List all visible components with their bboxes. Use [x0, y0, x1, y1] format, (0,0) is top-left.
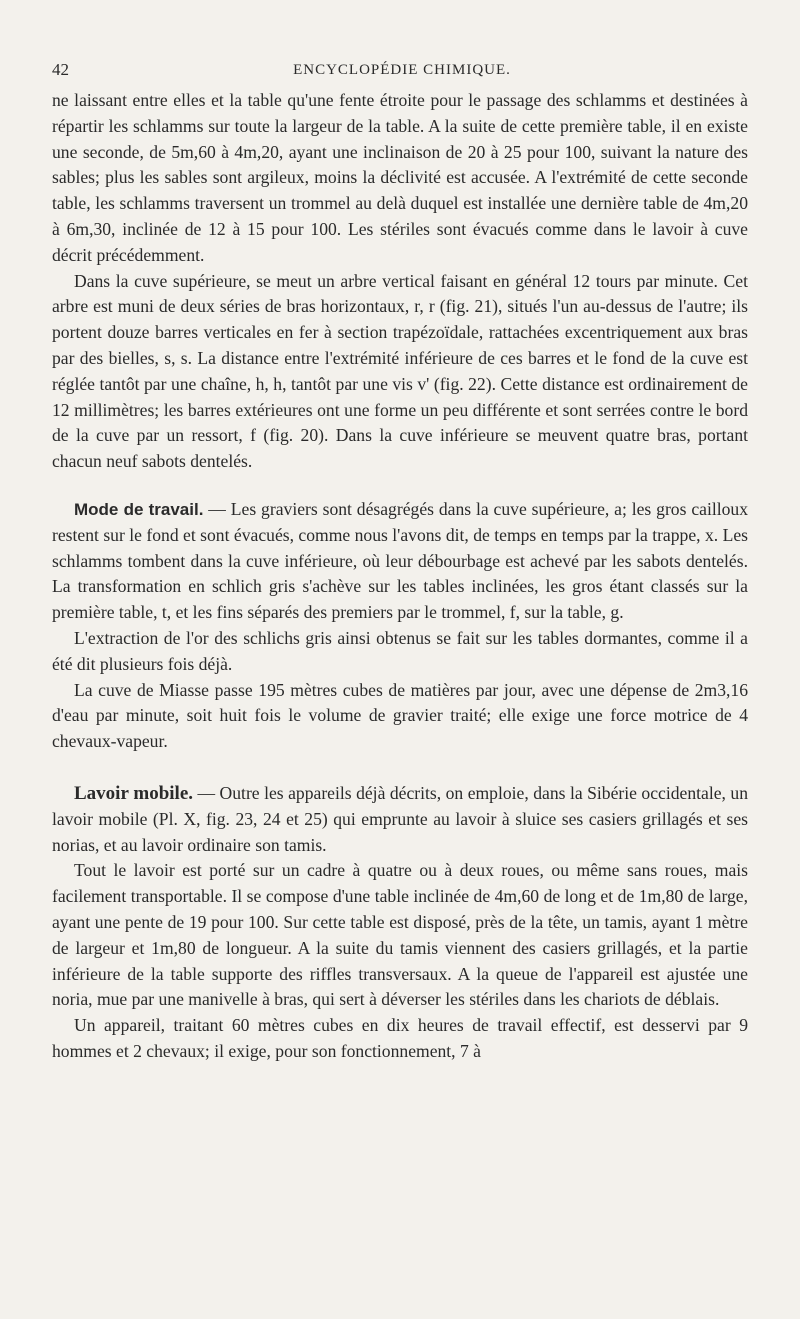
running-title: ENCYCLOPÉDIE CHIMIQUE. [293, 62, 511, 78]
paragraph-text: Dans la cuve supérieure, se meut un arbre vertical faisant en général 12 tours par minute. Cet arbre est muni de deux séries de bras horizontaux, r, r (fig. 21), situés l'un au-dessus de l'autre; ils portent douze barres verticales en fer à section trapézoïdale, rattachées excentriquement aux bras par des bielles, s, s. La distance entre l'extrémité inférieure de ces barres et le fond de la cuve est réglée tantôt par une chaîne, h, h, tantôt par une vis v' (fig. 22). Cette distance est ordinairement de 12 millimètres; les barres extérieures ont une forme un peu différente et sont serrées contre le bord de la cuve par un ressort, f (fig. 20). Dans la cuve inférieure se meuvent quatre bras, portant chacun neuf sabots dentelés. [52, 270, 748, 472]
paragraph-text: — Les graviers sont désagrégés dans la cuve supérieure, a; les gros cailloux restent sur le fond et sont évacués, comme nous l'avons dit, de temps en temps par la trappe, x. Les schlamms tombent dans la cuve inférieure, où leur débourbage est achevé par les sabots dentelés. La transformation en schlich gris s'achève sur les tables inclinées, les gros étant classés sur la première table, t, et les fins séparés des premiers par le trommel, f, sur la table, g. [52, 498, 749, 623]
section-heading: Lavoir mobile. [74, 782, 194, 804]
paragraph [52, 269, 748, 475]
paragraph [52, 858, 748, 1013]
paragraph-text: — Outre les appareils déjà décrits, on emploie, dans la Sibérie occidentale, un lavoir mobile (Pl. X, fig. 23, 24 et 25) qui emprunte au lavoir à sluice ses casiers grillagés et ses norias, et au lavoir ordinaire son tamis. [52, 782, 749, 855]
paragraph-text: Tout le lavoir est porté sur un cadre à quatre ou à deux roues, ou même sans roues, mais facilement transportable. Il se compose d'une table inclinée de 4m,60 de long et de 1m,80 de large, ayant une pente de 19 pour 100. Sur cette table est disposé, près de la tête, un tamis, ayant 1 mètre de largeur et 1m,80 de longueur. A la suite du tamis viennent des casiers grillagés, et la partie inférieure de la table supporte des riffles transversaux. A la queue de l'appareil est ajustée une noria, mue par une manivelle à bras, qui sert à déverser les stériles dans les chariots de déblais. [52, 860, 748, 1010]
paragraph [52, 497, 748, 626]
paragraph [52, 781, 748, 858]
section-spacer [52, 755, 748, 781]
paragraph-text: L'extraction de l'or des schlichs gris ainsi obtenus se fait sur les tables dormantes, comme il a été dit plusieurs fois déjà. [52, 627, 748, 674]
running-header [52, 60, 752, 84]
paragraph [52, 626, 748, 678]
paragraph-text: La cuve de Miasse passe 195 mètres cubes de matières par jour, avec une dépense de 2m3,16 d'eau par minute, soit huit fois le volume de gravier traité; elle exige une force motrice de 4 chevaux-vapeur. [52, 679, 748, 752]
paragraph-text: Un appareil, traitant 60 mètres cubes en dix heures de travail effectif, est desservi par 9 hommes et 2 chevaux; il exige, pour son fonctionnement, 7 à [52, 1015, 748, 1061]
body-text [52, 88, 748, 1065]
paragraph-text: ne laissant entre elles et la table qu'une fente étroite pour le passage des schlamms et destinées à répartir les schlamms sur toute la largeur de la table. A la suite de cette première table, il en existe une seconde, de 5m,60 à 4m,20, ayant une inclinaison de 20 à 25 pour 100, suivant la nature des sables; plus les sables sont argileux, moins la déclivité est accusée. A l'extrémité de cette seconde table, les schlamms traversent un trommel au delà duquel est installée une dernière table de 4m,20 à 6m,30, inclinée de 12 à 15 pour 100. Les stériles sont évacués comme dans le lavoir à cuve décrit précédemment. [52, 90, 748, 265]
page-number: 42 [52, 60, 69, 79]
section-spacer [52, 475, 748, 497]
paragraph [52, 88, 748, 269]
paragraph [52, 1013, 748, 1065]
section-heading: Mode de travail. [74, 499, 204, 519]
paragraph [52, 678, 748, 755]
